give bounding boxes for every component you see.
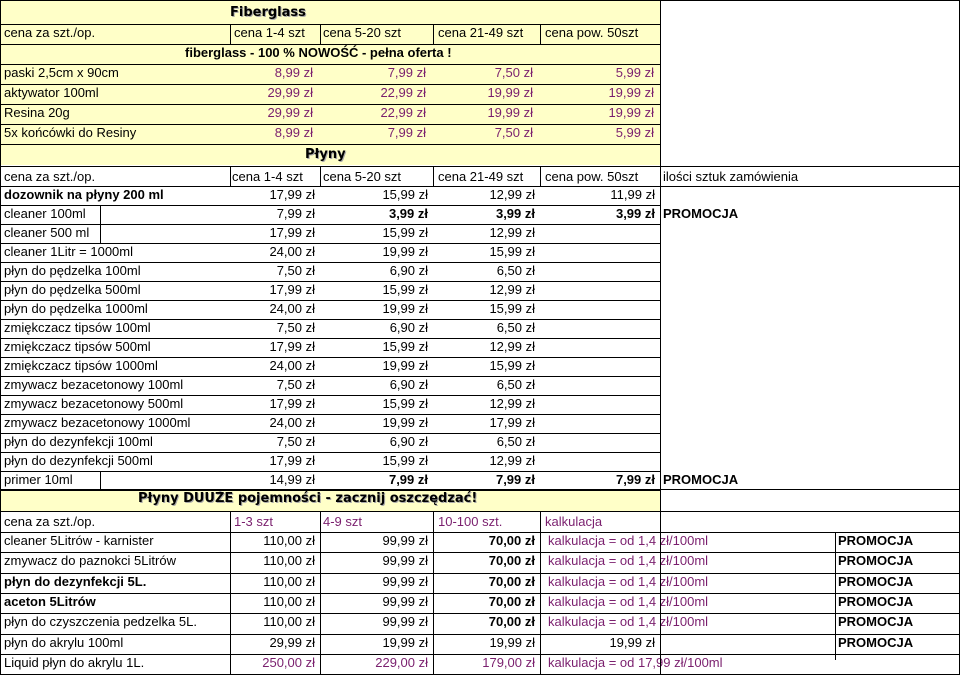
price-cell: 110,00 zł <box>263 533 315 548</box>
grid-line <box>433 511 434 675</box>
price-cell: 6,50 zł <box>496 434 535 449</box>
price-cell: 24,00 zł <box>269 244 315 259</box>
column-header: kalkulacja <box>545 514 603 529</box>
product-name: płyn do dezynfekcji 500ml <box>4 453 153 468</box>
grid-line <box>0 224 660 225</box>
grid-line <box>0 205 660 206</box>
promo-label: PROMOCJA <box>663 206 739 221</box>
grid-line <box>0 593 960 594</box>
section-title-duze: Płyny DUUŻE pojemności - zacznij oszczędzać! <box>138 491 478 506</box>
grid-line <box>0 24 660 25</box>
price-cell: 7,99 zł <box>388 472 428 487</box>
price-cell: 19,99 zł <box>382 358 428 373</box>
price-cell: 15,99 zł <box>489 301 535 316</box>
price-cell: 29,99 zł <box>267 105 313 120</box>
price-cell: 70,00 zł <box>488 553 535 569</box>
promo-label: PROMOCJA <box>838 634 914 650</box>
price-cell: 19,99 zł <box>382 244 428 259</box>
section-title-fiberglass: Fiberglass <box>230 5 306 20</box>
price-cell: 70,00 zł <box>488 593 535 609</box>
grid-line <box>100 471 101 489</box>
price-cell: 12,99 zł <box>489 282 535 297</box>
column-header: 1-3 szt <box>234 514 274 529</box>
price-cell: 7,50 zł <box>494 65 533 80</box>
price-cell: 99,99 zł <box>382 593 428 609</box>
product-name: płyn do dezynfekcji 100ml <box>4 434 153 449</box>
price-cell: 99,99 zł <box>382 553 428 569</box>
price-cell: 110,00 zł <box>263 593 315 609</box>
grid-line <box>100 205 101 224</box>
price-cell: 17,99 zł <box>269 453 315 468</box>
product-name: zmiękczacz tipsów 100ml <box>4 320 151 335</box>
product-name: zmywacz bezacetonowy 100ml <box>4 377 184 392</box>
price-cell: 6,50 zł <box>496 320 535 335</box>
price-cell: 19,99 zł <box>489 634 535 650</box>
price-cell: 22,99 zł <box>380 105 426 120</box>
price-cell: 15,99 zł <box>489 358 535 373</box>
column-header: cena 5-20 szt <box>323 25 402 40</box>
price-cell: 12,99 zł <box>489 396 535 411</box>
column-header: cena 21-49 szt <box>438 169 524 184</box>
price-cell: 6,50 zł <box>496 263 535 278</box>
price-cell: 17,99 zł <box>269 187 315 202</box>
price-cell: 8,99 zł <box>274 65 313 80</box>
price-cell: 3,99 zł <box>388 206 428 221</box>
fiberglass-note: fiberglass - 100 % NOWOŚĆ - pełna oferta ! <box>185 45 452 60</box>
price-cell: 99,99 zł <box>382 614 428 630</box>
price-cell: 12,99 zł <box>489 225 535 240</box>
grid-line <box>0 124 660 125</box>
price-cell: 7,50 zł <box>276 377 315 392</box>
grid-line <box>0 64 660 65</box>
price-cell: 15,99 zł <box>382 396 428 411</box>
grid-line <box>320 24 321 44</box>
grid-line <box>540 24 541 44</box>
price-cell: 17,99 zł <box>269 396 315 411</box>
price-cell: 7,99 zł <box>495 472 535 487</box>
price-cell: 15,99 zł <box>382 339 428 354</box>
product-name: płyn do pędzelka 1000ml <box>4 301 148 316</box>
price-cell: 12,99 zł <box>489 453 535 468</box>
price-cell: 7,50 zł <box>276 263 315 278</box>
grid-line <box>0 84 660 85</box>
grid-line <box>230 166 231 186</box>
grid-line <box>0 395 660 396</box>
price-cell: 110,00 zł <box>263 614 315 630</box>
column-header: cena 1-4 szt <box>234 25 305 40</box>
product-name: zmywacz bezacetonowy 500ml <box>4 396 184 411</box>
grid-line <box>433 166 434 186</box>
grid-line <box>0 319 660 320</box>
price-cell: 3,99 zł <box>615 206 655 221</box>
price-cell: 7,50 zł <box>494 125 533 140</box>
grid-line <box>0 613 960 614</box>
price-cell: 29,99 zł <box>269 634 315 650</box>
column-header: cena pow. 50szt <box>545 25 639 40</box>
calc-cell: kalkulacja = od 1,4 zł/100ml <box>548 533 709 548</box>
grid-line <box>540 166 541 186</box>
product-name: aktywator 100ml <box>4 85 99 100</box>
column-header: ilości sztuk zamówienia <box>663 169 799 184</box>
price-cell: 7,50 zł <box>276 434 315 449</box>
grid-line <box>0 489 960 490</box>
grid-line <box>835 532 836 660</box>
product-name: płyn do pędzelka 100ml <box>4 263 141 278</box>
price-cell: 99,99 zł <box>382 533 428 548</box>
column-header: 4-9 szt <box>323 514 363 529</box>
product-name: primer 10ml <box>4 472 73 487</box>
price-cell: 17,99 zł <box>269 225 315 240</box>
calc-cell: kalkulacja = od 1,4 zł/100ml <box>548 614 709 630</box>
grid-line <box>0 414 660 415</box>
price-cell: 7,99 zł <box>387 125 426 140</box>
price-cell: 29,99 zł <box>267 85 313 100</box>
price-cell: 15,99 zł <box>382 225 428 240</box>
grid-line <box>0 338 660 339</box>
price-cell: 19,99 zł <box>487 85 533 100</box>
price-cell: 17,99 zł <box>489 415 535 430</box>
calc-cell: kalkulacja = od 17,99 zł/100ml <box>548 654 723 670</box>
product-name: Resina 20g <box>4 105 70 120</box>
product-name: zmiękczacz tipsów 500ml <box>4 339 151 354</box>
price-cell: 24,00 zł <box>269 358 315 373</box>
price-cell: 19,99 zł <box>382 634 428 650</box>
promo-label: PROMOCJA <box>663 472 739 487</box>
grid-line <box>0 0 960 1</box>
price-cell: 6,90 zł <box>389 377 428 392</box>
price-cell: 7,99 zł <box>276 206 315 221</box>
grid-line <box>0 300 660 301</box>
column-header: cena pow. 50szt <box>545 169 639 184</box>
grid-line <box>0 490 660 491</box>
product-name: zmiękczacz tipsów 1000ml <box>4 358 158 373</box>
price-cell: 3,99 zł <box>495 206 535 221</box>
price-cell: 250,00 zł <box>262 654 315 670</box>
promo-label: PROMOCJA <box>838 614 914 630</box>
grid-line <box>0 144 660 145</box>
grid-line <box>0 357 660 358</box>
product-name: cleaner 1Litr = 1000ml <box>4 244 133 259</box>
product-name: cleaner 100ml <box>4 206 86 221</box>
price-cell: 70,00 zł <box>488 533 535 548</box>
grid-line <box>0 654 960 655</box>
calc-cell: kalkulacja = od 1,4 zł/100ml <box>548 553 709 569</box>
promo-label: PROMOCJA <box>838 533 914 548</box>
grid-line <box>0 166 960 167</box>
grid-line <box>433 24 434 44</box>
grid-line <box>0 634 960 635</box>
price-cell: 8,99 zł <box>274 125 313 140</box>
price-cell: 14,99 zł <box>269 472 315 487</box>
price-cell: 17,99 zł <box>269 282 315 297</box>
grid-line <box>0 452 660 453</box>
grid-line <box>0 573 960 574</box>
price-cell: 24,00 zł <box>269 415 315 430</box>
grid-line <box>0 186 660 187</box>
section-title-plyny: Płyny <box>305 147 346 162</box>
price-cell: 110,00 zł <box>263 573 315 589</box>
grid-line <box>230 511 231 675</box>
price-cell: 110,00 zł <box>263 553 315 569</box>
grid-line <box>0 262 660 263</box>
price-cell: 19,99 zł <box>382 301 428 316</box>
column-header: cena za szt./op. <box>4 514 96 529</box>
product-name: płyn do akrylu 100ml <box>4 634 124 650</box>
column-header: 10-100 szt. <box>438 514 503 529</box>
grid-line <box>0 552 960 553</box>
price-cell: 15,99 zł <box>489 244 535 259</box>
price-cell: 22,99 zł <box>380 85 426 100</box>
column-header: cena 21-49 szt <box>438 25 524 40</box>
price-cell: 19,99 zł <box>487 105 533 120</box>
grid-line <box>0 433 660 434</box>
price-cell: 12,99 zł <box>489 187 535 202</box>
price-cell: 12,99 zł <box>489 339 535 354</box>
price-cell: 99,99 zł <box>382 573 428 589</box>
price-cell: 179,00 zł <box>482 654 535 670</box>
price-cell: 7,99 zł <box>615 472 655 487</box>
grid-line <box>0 104 660 105</box>
price-cell: 19,99 zł <box>608 85 654 100</box>
product-name: Liquid płyn do akrylu 1L. <box>4 654 145 670</box>
product-name: aceton 5Litrów <box>4 593 96 609</box>
product-name: zmywacz bezacetonowy 1000ml <box>4 415 191 430</box>
calc-cell: kalkulacja = od 1,4 zł/100ml <box>548 573 709 589</box>
price-cell: 19,99 zł <box>382 415 428 430</box>
product-name: płyn do dezynfekcji 5L. <box>4 573 147 589</box>
column-header: cena za szt./op. <box>4 25 96 40</box>
price-cell: 19,99 zł <box>609 634 655 650</box>
promo-label: PROMOCJA <box>838 573 914 589</box>
price-cell: 11,99 zł <box>610 187 655 202</box>
grid-line <box>0 44 660 45</box>
grid-line <box>0 281 660 282</box>
column-header: cena za szt./op. <box>4 169 96 184</box>
price-cell: 70,00 zł <box>488 573 535 589</box>
product-name: zmywacz do paznokci 5Litrów <box>4 553 176 569</box>
product-name: 5x końcówki do Resiny <box>4 125 137 140</box>
grid-line <box>0 243 660 244</box>
product-name: cleaner 5Litrów - karnister <box>4 533 154 548</box>
price-cell: 6,90 zł <box>389 263 428 278</box>
price-cell: 19,99 zł <box>608 105 654 120</box>
price-cell: 7,99 zł <box>387 65 426 80</box>
price-cell: 17,99 zł <box>269 339 315 354</box>
price-cell: 7,50 zł <box>276 320 315 335</box>
grid-line <box>540 511 541 675</box>
grid-line <box>0 376 660 377</box>
grid-line <box>320 511 321 675</box>
price-cell: 15,99 zł <box>382 187 428 202</box>
promo-label: PROMOCJA <box>838 553 914 569</box>
price-cell: 15,99 zł <box>382 453 428 468</box>
price-cell: 5,99 zł <box>615 125 654 140</box>
product-name: płyn do czyszczenia pedzelka 5L. <box>4 614 197 630</box>
grid-line <box>0 511 960 512</box>
grid-line <box>100 224 101 243</box>
product-name: cleaner 500 ml <box>4 225 90 240</box>
column-header: cena 5-20 szt <box>323 169 402 184</box>
grid-line <box>0 532 960 533</box>
calc-cell: kalkulacja = od 1,4 zł/100ml <box>548 593 709 609</box>
grid-line <box>230 24 231 44</box>
promo-label: PROMOCJA <box>838 593 914 609</box>
price-cell: 229,00 zł <box>375 654 428 670</box>
price-cell: 70,00 zł <box>488 614 535 630</box>
grid-line <box>320 166 321 186</box>
price-cell: 6,90 zł <box>389 434 428 449</box>
price-cell: 6,50 zł <box>496 377 535 392</box>
product-name: paski 2,5cm x 90cm <box>4 65 119 80</box>
price-cell: 6,90 zł <box>389 320 428 335</box>
column-header: cena 1-4 szt <box>232 169 303 184</box>
product-name: dozownik na płyny 200 ml <box>4 187 164 202</box>
price-cell: 5,99 zł <box>615 65 654 80</box>
grid-line <box>0 471 660 472</box>
price-cell: 24,00 zł <box>269 301 315 316</box>
product-name: płyn do pędzelka 500ml <box>4 282 141 297</box>
price-cell: 15,99 zł <box>382 282 428 297</box>
